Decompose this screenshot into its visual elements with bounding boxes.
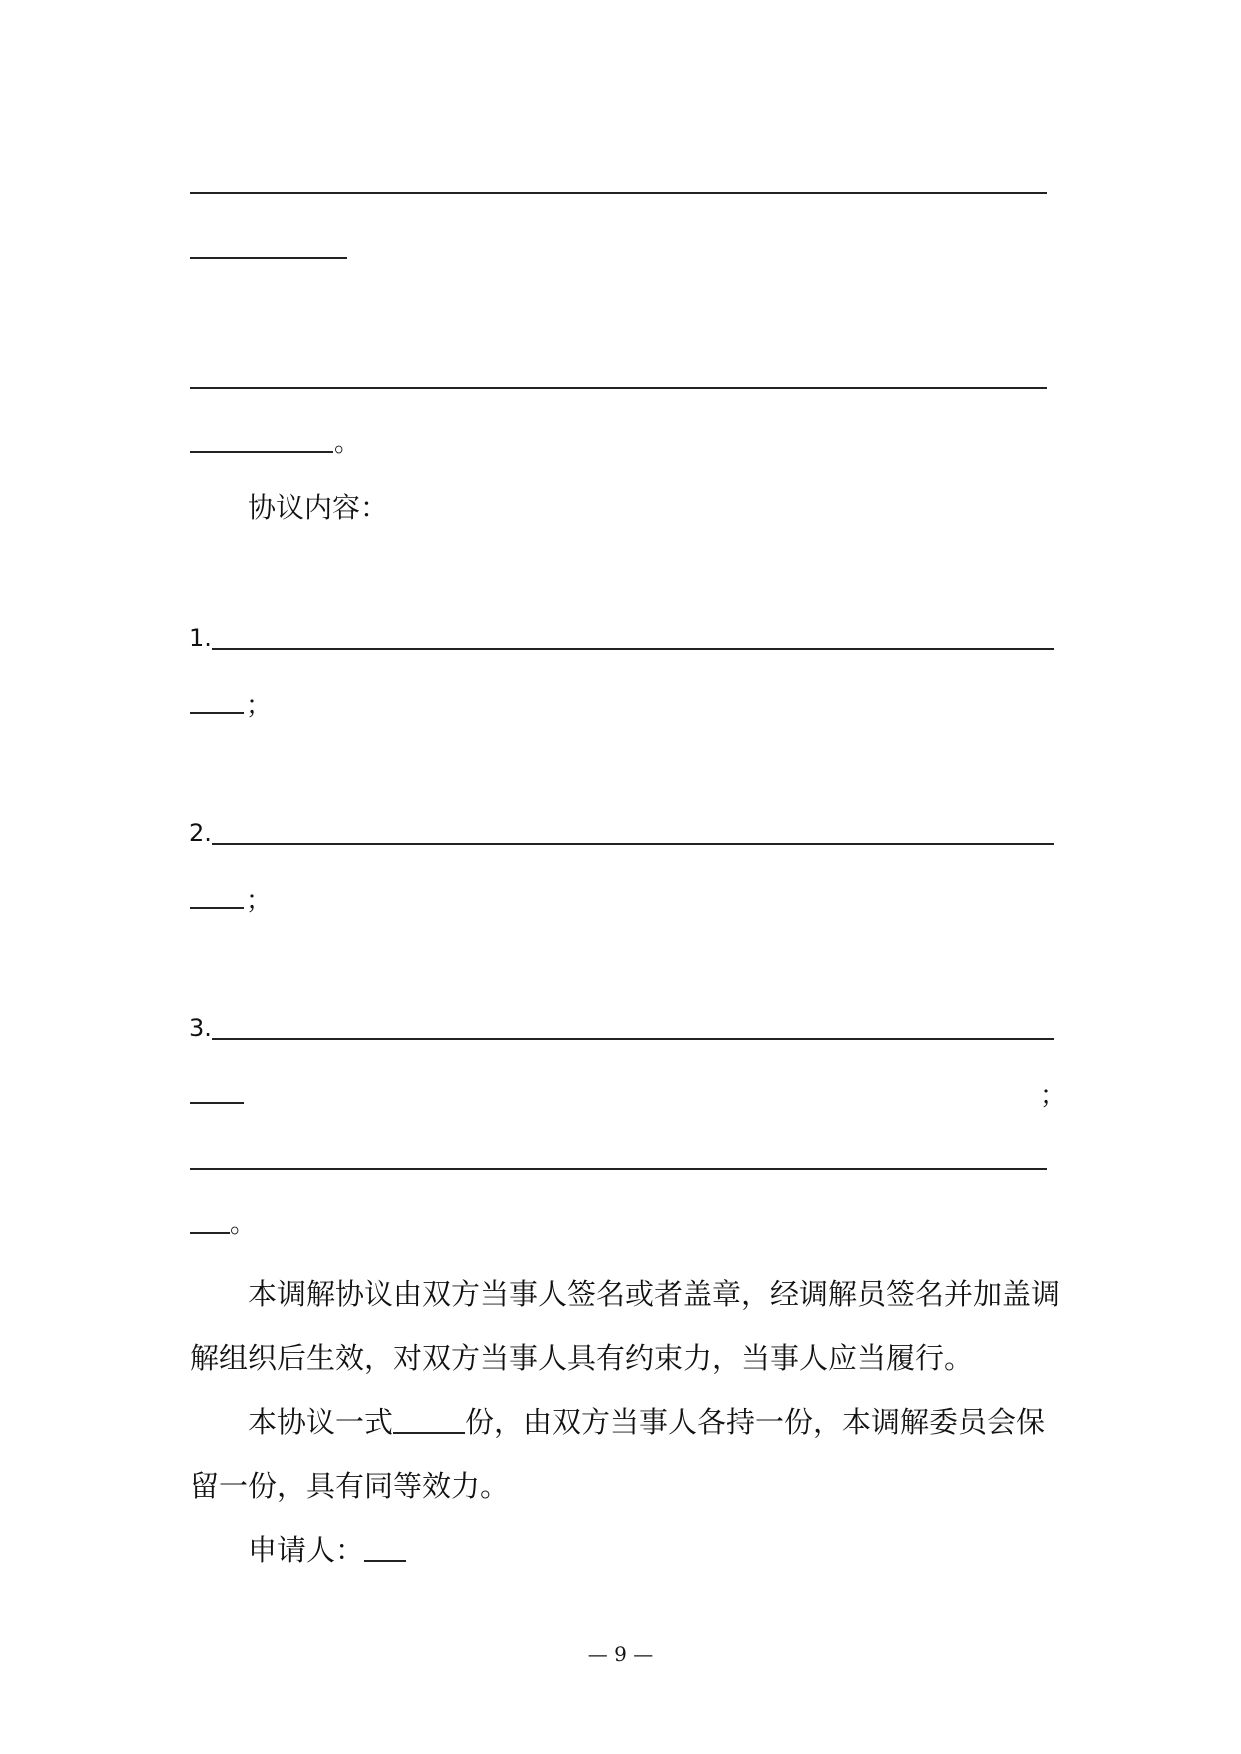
agreement-effect-paragraph <box>190 1262 1060 1390</box>
paragraph-line: 解组织后生效，对双方当事人具有约束力，当事人应当履行。 <box>190 1341 974 1375</box>
fill-line[interactable] <box>190 192 1047 194</box>
applicant-line <box>190 1518 1118 1582</box>
fill-line[interactable] <box>212 648 1054 650</box>
copies-text-before: 本协议一式 <box>248 1405 394 1439</box>
item-number: 1. <box>189 624 212 652</box>
item-number: 3. <box>189 1014 212 1042</box>
paragraph-line: 本调解协议由双方当事人签名或者盖章，经调解员签名并加盖调 <box>248 1277 1061 1311</box>
page-number: — 9 — <box>587 1642 654 1666</box>
section-title: 协议内容： <box>248 491 389 524</box>
fill-line[interactable] <box>212 1038 1054 1040</box>
period-mark: 。 <box>334 428 361 458</box>
fill-line[interactable] <box>190 712 244 714</box>
paragraph-line <box>190 1390 1060 1454</box>
fill-line[interactable] <box>190 451 333 453</box>
fill-line[interactable] <box>190 387 1047 389</box>
fill-line[interactable] <box>190 257 347 259</box>
applicant-label: 申请人： <box>248 1533 365 1567</box>
paragraph-line: 留一份，具有同等效力。 <box>190 1469 510 1503</box>
item-number: 2. <box>189 819 212 847</box>
fill-line[interactable] <box>190 907 244 909</box>
fill-line[interactable] <box>212 843 1054 845</box>
fill-line[interactable] <box>190 1168 1047 1170</box>
item-end-punct: ； <box>1040 1081 1067 1111</box>
applicant-blank[interactable] <box>364 1536 406 1562</box>
copies-text-after: 份，由双方当事人各持一份，本调解委员会保 <box>465 1405 1046 1439</box>
period-mark: 。 <box>230 1209 257 1239</box>
item-end-punct: ； <box>246 691 273 721</box>
fill-line[interactable] <box>190 1232 230 1234</box>
copies-paragraph <box>190 1390 1060 1518</box>
fill-line[interactable] <box>190 1102 244 1104</box>
copies-count-blank[interactable] <box>393 1408 465 1434</box>
item-end-punct: ； <box>246 886 273 916</box>
